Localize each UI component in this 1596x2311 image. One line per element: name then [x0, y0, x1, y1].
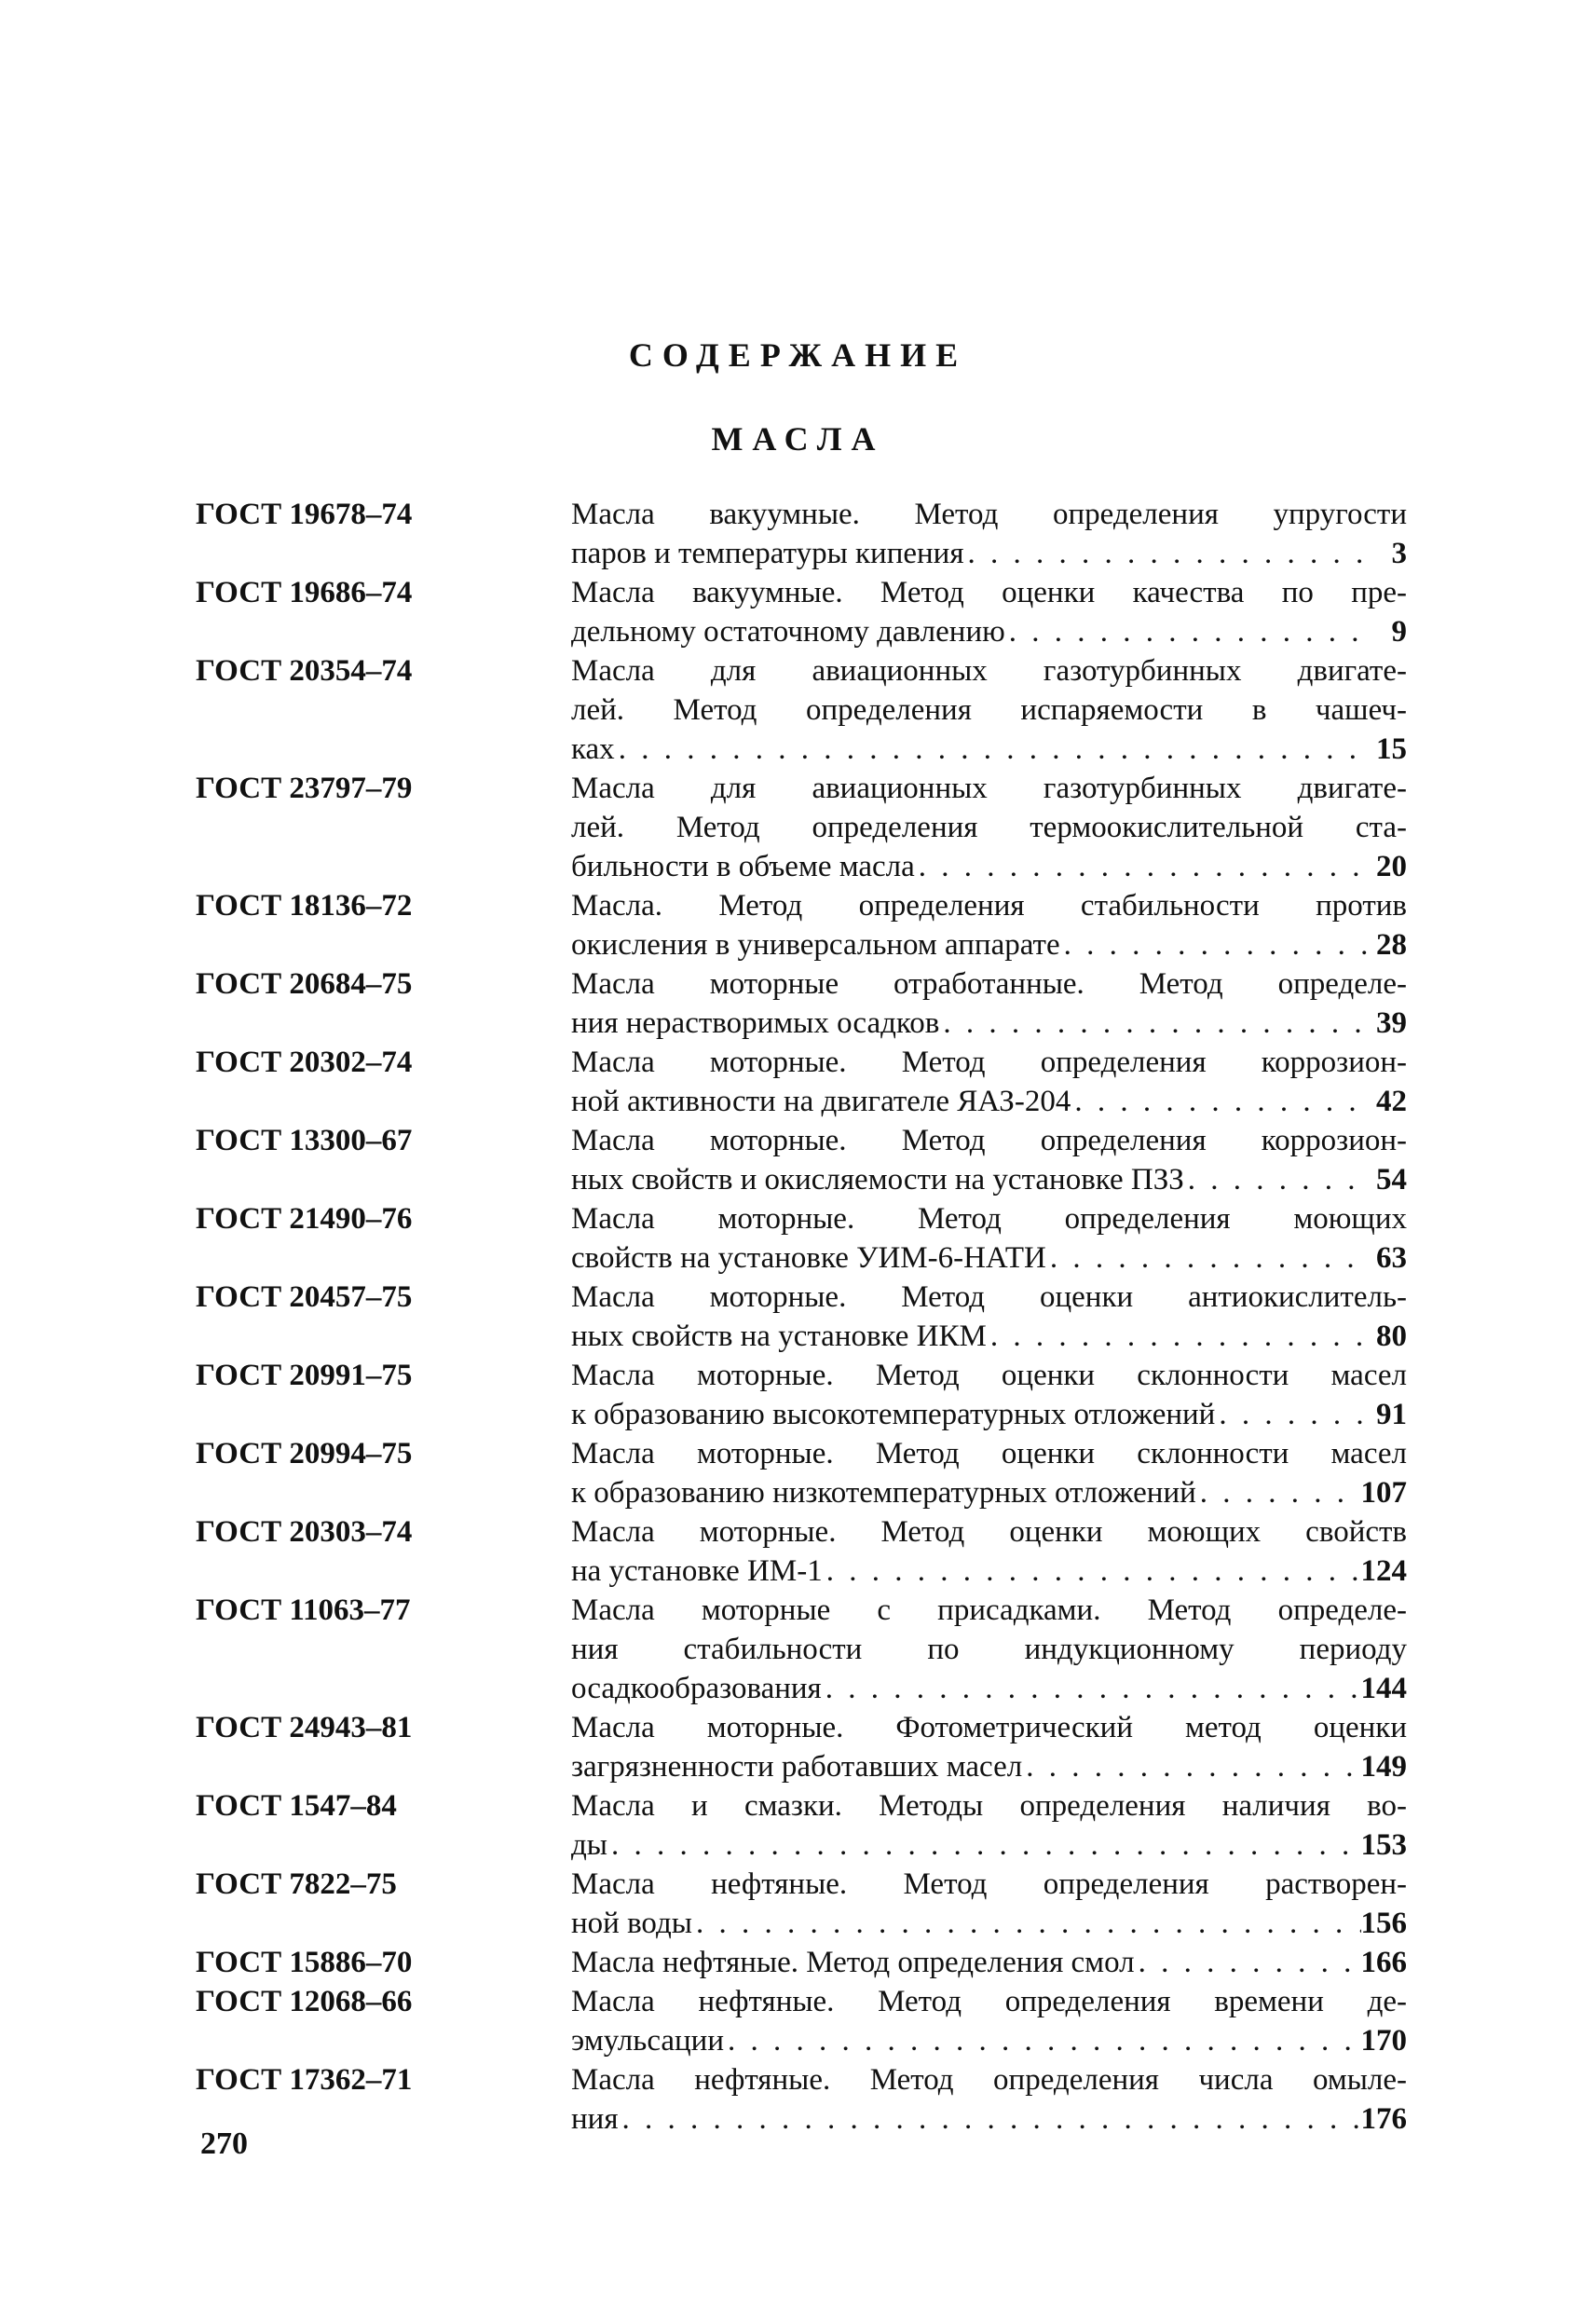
toc-entry[interactable]	[196, 1356, 1407, 1434]
description-last-line	[571, 1395, 1407, 1434]
description-text: ния нерастворимых осадков	[571, 1006, 940, 1040]
gost-number: ГОСТ 18136–72	[196, 889, 413, 923]
dot-leader	[939, 1004, 1370, 1043]
description-text: ной активности на двигателе ЯАЗ-204	[571, 1085, 1071, 1118]
entry-description	[571, 1043, 1407, 1121]
description-line: Масла и смазки. Методы определения наличия во-	[571, 1789, 1407, 1823]
entry-description	[571, 1434, 1407, 1512]
description-text: эмульсации	[571, 2024, 725, 2058]
entry-description	[571, 886, 1407, 964]
description-line: Масла моторные. Фотометрический метод оценки	[571, 1711, 1407, 1744]
gost-number: ГОСТ 13300–67	[196, 1124, 413, 1157]
description-line: лей. Метод определения термоокислительной ста-	[571, 811, 1407, 844]
toc-entry[interactable]	[196, 1121, 1407, 1199]
description-last-line	[571, 1552, 1407, 1591]
gost-number: ГОСТ 20991–75	[196, 1359, 413, 1392]
description-line: Масла нефтяные. Метод определения времени де-	[571, 1985, 1407, 2018]
entry-description	[571, 651, 1407, 769]
entry-description	[571, 573, 1407, 651]
description-text: на установке ИМ-1	[571, 1554, 823, 1588]
toc-entry[interactable]	[196, 1043, 1407, 1121]
description-line: Масла моторные отработанные. Метод определе-	[571, 967, 1407, 1001]
description-text: к образованию высокотемпературных отложений	[571, 1398, 1216, 1431]
toc-entry[interactable]	[196, 769, 1407, 886]
entry-description	[571, 769, 1407, 886]
dot-leader	[1022, 1747, 1360, 1786]
dot-leader	[964, 534, 1370, 573]
description-last-line	[571, 1473, 1407, 1512]
entry-page-number: 156	[1360, 1907, 1407, 1940]
description-last-line	[571, 1943, 1407, 1982]
description-text: к образованию низкотемпературных отложений	[571, 1476, 1196, 1510]
dot-leader	[619, 2099, 1361, 2139]
description-line: Масла моторные. Метод оценки антиокислитель-	[571, 1280, 1407, 1314]
entry-description	[571, 1199, 1407, 1278]
entry-page-number: 166	[1360, 1946, 1407, 1979]
description-line: ния стабильности по индукционному периоду	[571, 1633, 1407, 1666]
entry-description	[571, 1943, 1407, 1982]
entry-page-number: 28	[1376, 928, 1407, 962]
entry-description	[571, 1591, 1407, 1708]
description-last-line	[571, 847, 1407, 886]
gost-number: ГОСТ 20303–74	[196, 1515, 413, 1549]
description-text: осадкообразования	[571, 1672, 822, 1705]
gost-number: ГОСТ 7822–75	[196, 1867, 397, 1901]
description-line: Масла моторные. Метод оценки моющих свойств	[571, 1515, 1407, 1549]
gost-number: ГОСТ 19678–74	[196, 498, 413, 531]
entry-page-number: 9	[1391, 615, 1407, 649]
toc-entry[interactable]	[196, 1786, 1407, 1865]
entry-page-number: 15	[1376, 732, 1407, 766]
description-last-line	[571, 1238, 1407, 1278]
toc-entry[interactable]	[196, 886, 1407, 964]
entry-description	[571, 495, 1407, 573]
gost-number: ГОСТ 20302–74	[196, 1046, 413, 1079]
dot-leader	[1196, 1473, 1361, 1512]
description-line: Масла для авиационных газотурбинных двигате-	[571, 772, 1407, 805]
description-last-line	[571, 612, 1407, 651]
description-text: паров и температуры кипения	[571, 537, 964, 570]
dot-leader	[1046, 1238, 1370, 1278]
description-last-line	[571, 1317, 1407, 1356]
dot-leader	[1184, 1160, 1370, 1199]
entry-description	[571, 964, 1407, 1043]
gost-number: ГОСТ 23797–79	[196, 772, 413, 805]
description-text: свойств на установке УИМ-6-НАТИ	[571, 1241, 1046, 1275]
entry-description	[571, 1512, 1407, 1591]
dot-leader	[823, 1552, 1361, 1591]
entry-page-number: 153	[1360, 1828, 1407, 1862]
description-line: Масла моторные. Метод определения коррозион-	[571, 1046, 1407, 1079]
gost-number: ГОСТ 24943–81	[196, 1711, 413, 1744]
description-line: Масла для авиационных газотурбинных двигате-	[571, 654, 1407, 688]
entry-page-number: 20	[1376, 850, 1407, 883]
entry-page-number: 63	[1376, 1241, 1407, 1275]
entry-description	[571, 1786, 1407, 1865]
entry-page-number: 170	[1360, 2024, 1407, 2058]
description-text: ных свойств на установке ИКМ	[571, 1320, 987, 1353]
entry-description	[571, 1278, 1407, 1356]
dot-leader	[822, 1669, 1361, 1708]
entry-page-number: 54	[1376, 1163, 1407, 1197]
dot-leader	[1071, 1082, 1370, 1121]
toc-entry[interactable]	[196, 651, 1407, 769]
description-text: ках	[571, 732, 615, 766]
description-last-line	[571, 1826, 1407, 1865]
entry-page-number: 3	[1391, 537, 1407, 570]
description-last-line	[571, 730, 1407, 769]
entry-page-number: 39	[1376, 1006, 1407, 1040]
toc-entry[interactable]	[196, 964, 1407, 1043]
dot-leader	[915, 847, 1370, 886]
entry-description	[571, 1708, 1407, 1786]
description-line: Масла нефтяные. Метод определения числа омыле-	[571, 2063, 1407, 2097]
entry-page-number: 144	[1360, 1672, 1407, 1705]
description-text: ния	[571, 2102, 619, 2136]
gost-number: ГОСТ 21490–76	[196, 1202, 413, 1236]
entry-page-number: 80	[1376, 1320, 1407, 1353]
gost-number: ГОСТ 12068–66	[196, 1985, 413, 2018]
gost-number: ГОСТ 20354–74	[196, 654, 413, 688]
entry-description	[571, 2060, 1407, 2139]
toc-entry[interactable]	[196, 1943, 1407, 1982]
description-last-line	[571, 925, 1407, 964]
description-text: загрязненности работавших масел	[571, 1750, 1023, 1784]
entry-description	[571, 1121, 1407, 1199]
description-line: Масла моторные. Метод определения коррозион-	[571, 1124, 1407, 1157]
toc-entry[interactable]	[196, 1982, 1407, 2060]
dot-leader	[724, 2021, 1360, 2060]
toc-entry[interactable]	[196, 1708, 1407, 1786]
entry-page-number: 124	[1360, 1554, 1407, 1588]
description-text: дельному остаточному давлению	[571, 615, 1005, 649]
section-title: МАСЛА	[711, 420, 885, 458]
entry-page-number: 42	[1376, 1085, 1407, 1118]
description-line: Масла моторные. Метод оценки склонности масел	[571, 1437, 1407, 1470]
toc-entry[interactable]	[196, 1278, 1407, 1356]
gost-number: ГОСТ 15886–70	[196, 1946, 413, 1979]
gost-number: ГОСТ 20994–75	[196, 1437, 413, 1470]
entry-page-number: 91	[1376, 1398, 1407, 1431]
description-last-line	[571, 1669, 1407, 1708]
description-text: бильности в объеме масла	[571, 850, 915, 883]
description-line: Масла нефтяные. Метод определения растворен-	[571, 1867, 1407, 1901]
gost-number: ГОСТ 1547–84	[196, 1789, 397, 1823]
description-line: Масла вакуумные. Метод определения упругости	[571, 498, 1407, 531]
page-number: 270	[200, 2126, 248, 2161]
description-last-line	[571, 1904, 1407, 1943]
toc-entry[interactable]	[196, 2060, 1407, 2139]
description-last-line	[571, 1082, 1407, 1121]
description-last-line	[571, 534, 1407, 573]
page-title: СОДЕРЖАНИЕ	[628, 336, 968, 374]
entry-description	[571, 1356, 1407, 1434]
description-text: Масла нефтяные. Метод определения смол	[571, 1946, 1135, 1979]
toc-entry[interactable]	[196, 1865, 1407, 1943]
description-line: Масла. Метод определения стабильности против	[571, 889, 1407, 923]
description-last-line	[571, 2021, 1407, 2060]
entry-page-number: 176	[1360, 2102, 1407, 2136]
gost-number: ГОСТ 17362–71	[196, 2063, 413, 2097]
toc-entry[interactable]	[196, 1434, 1407, 1512]
entry-page-number: 107	[1360, 1476, 1407, 1510]
description-line: Масла моторные. Метод определения моющих	[571, 1202, 1407, 1236]
description-last-line	[571, 2099, 1407, 2139]
dot-leader	[607, 1826, 1361, 1865]
toc-entry[interactable]	[196, 1512, 1407, 1591]
description-line: лей. Метод определения испаряемости в чашеч-	[571, 693, 1407, 727]
description-text: ной воды	[571, 1907, 692, 1940]
dot-leader	[1215, 1395, 1370, 1434]
description-last-line	[571, 1747, 1407, 1786]
dot-leader	[1060, 925, 1370, 964]
entry-description	[571, 1982, 1407, 2060]
dot-leader	[615, 730, 1370, 769]
description-text: ных свойств и окисляемости на установке ПЗЗ	[571, 1163, 1184, 1197]
entry-description	[571, 1865, 1407, 1943]
description-last-line	[571, 1160, 1407, 1199]
description-line: Масла моторные. Метод оценки склонности масел	[571, 1359, 1407, 1392]
toc-entry[interactable]	[196, 1591, 1407, 1708]
dot-leader	[1005, 612, 1370, 651]
toc-entry[interactable]	[196, 495, 1407, 573]
description-line: Масла моторные с присадками. Метод определе-	[571, 1593, 1407, 1627]
toc-entry[interactable]	[196, 1199, 1407, 1278]
gost-number: ГОСТ 20457–75	[196, 1280, 413, 1314]
dot-leader	[1135, 1943, 1361, 1982]
gost-number: ГОСТ 20684–75	[196, 967, 413, 1001]
description-line: Масла вакуумные. Метод оценки качества по пре-	[571, 576, 1407, 609]
gost-number: ГОСТ 11063–77	[196, 1593, 411, 1627]
gost-number: ГОСТ 19686–74	[196, 576, 413, 609]
description-text: окисления в универсальном аппарате	[571, 928, 1060, 962]
dot-leader	[987, 1317, 1370, 1356]
dot-leader	[692, 1904, 1361, 1943]
toc-entry[interactable]	[196, 573, 1407, 651]
entry-page-number: 149	[1360, 1750, 1407, 1784]
table-of-contents	[196, 495, 1407, 2139]
description-last-line	[571, 1004, 1407, 1043]
description-text: ды	[571, 1828, 607, 1862]
